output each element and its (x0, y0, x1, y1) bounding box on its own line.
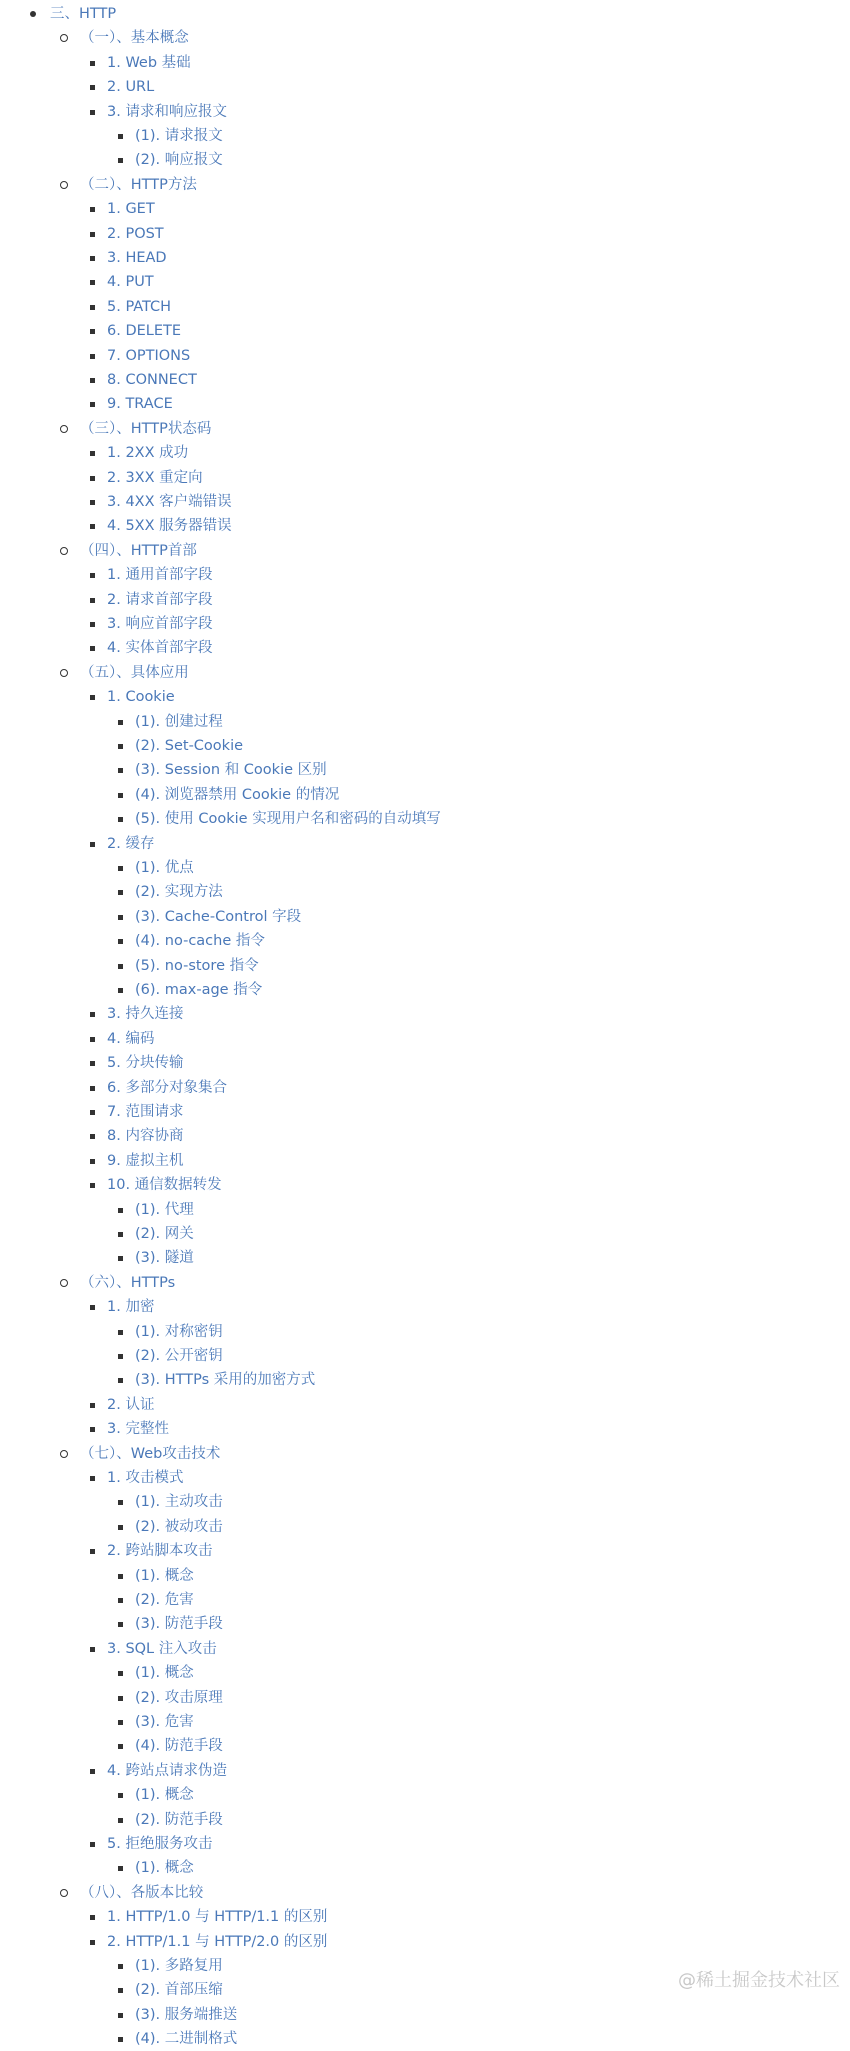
bullet-icon (90, 1915, 95, 1920)
toc-item-level-3 (0, 2027, 850, 2051)
toc-item-level-3 (0, 1588, 850, 1612)
toc-item-level-3 (0, 1783, 850, 1807)
toc-item-level-3 (0, 758, 850, 782)
toc-item-level-2 (0, 319, 850, 343)
toc-link[interactable]: (3). Session 和 Cookie 区别 (135, 762, 327, 779)
toc-item-level-2 (0, 1637, 850, 1661)
toc-item-level-3 (0, 734, 850, 758)
toc-item-level-2 (0, 832, 850, 856)
toc-link[interactable]: 2. HTTP/1.1 与 HTTP/2.0 的区别 (107, 1933, 328, 1950)
bullet-icon (90, 1403, 95, 1408)
toc-link[interactable]: 3. HEAD (107, 250, 167, 266)
bullet-icon (60, 181, 68, 189)
bullet-icon (118, 988, 123, 993)
bullet-icon (90, 1061, 95, 1066)
toc-link[interactable]: (2). 首部压缩 (135, 1982, 223, 1999)
toc-link[interactable]: 1. 攻击模式 (107, 1470, 184, 1486)
bullet-icon (118, 1988, 123, 1993)
toc-link[interactable]: (1). 主动攻击 (135, 1494, 223, 1511)
toc-item-level-3 (0, 710, 850, 734)
toc-link[interactable]: (1). 优点 (135, 860, 194, 876)
bullet-icon (90, 476, 95, 481)
bullet-icon (118, 134, 123, 139)
toc-link[interactable]: （六）、HTTPs (80, 1274, 176, 1291)
toc-item-level-3 (0, 905, 850, 929)
toc-item-level-3 (0, 1368, 850, 1392)
toc-link[interactable]: (1). 代理 (135, 1201, 194, 1218)
bullet-icon (60, 34, 68, 42)
toc-item-level-2 (0, 1149, 850, 1173)
toc-link[interactable]: (4). no-cache 指令 (135, 933, 265, 950)
toc-item-level-2 (0, 1417, 850, 1441)
toc-item-level-3 (0, 880, 850, 904)
toc-item-level-3 (0, 978, 850, 1002)
bullet-icon (118, 1500, 123, 1505)
toc-link[interactable]: 3. 响应首部字段 (107, 616, 213, 632)
bullet-icon (90, 622, 95, 627)
toc-link[interactable]: 1. 通用首部字段 (107, 567, 213, 584)
toc-item-level-3 (0, 807, 850, 831)
bullet-icon (118, 158, 123, 163)
toc-link[interactable]: (2). Set-Cookie (135, 738, 244, 754)
bullet-icon (118, 793, 123, 798)
bullet-icon (90, 1427, 95, 1432)
toc-link[interactable]: (1). 概念 (135, 1860, 194, 1877)
toc-link[interactable]: 三、HTTP (50, 6, 117, 22)
bullet-icon (118, 1574, 123, 1579)
bullet-icon (118, 1330, 123, 1335)
toc-link[interactable]: 4. 实体首部字段 (107, 640, 213, 657)
toc-link[interactable]: （五）、具体应用 (80, 664, 189, 681)
bullet-icon (118, 817, 123, 822)
toc-link[interactable]: 1. Web 基础 (107, 54, 191, 71)
toc-link[interactable]: (5). no-store 指令 (135, 957, 259, 974)
toc-item-level-3 (0, 1490, 850, 1514)
toc-link[interactable]: 2. 3XX 重定向 (107, 469, 203, 486)
bullet-icon (118, 1256, 123, 1261)
bullet-icon (118, 720, 123, 725)
toc-item-level-2 (0, 270, 850, 294)
bullet-icon (90, 378, 95, 383)
bullet-icon (118, 1671, 123, 1676)
toc-item-level-3 (0, 148, 850, 172)
toc-link[interactable]: 1. Cookie (107, 689, 175, 706)
bullet-icon (90, 1037, 95, 1042)
toc-item-level-1 (0, 1442, 850, 1466)
toc-item-level-2 (0, 1051, 850, 1075)
toc-link[interactable]: 7. 范围请求 (107, 1104, 184, 1120)
bullet-icon (90, 1476, 95, 1481)
toc-item-level-2 (0, 1539, 850, 1563)
toc-link[interactable]: (2). 网关 (135, 1226, 194, 1242)
bullet-icon (60, 669, 68, 677)
bullet-icon (90, 329, 95, 334)
bullet-icon (90, 1940, 95, 1945)
toc-item-level-1 (0, 1271, 850, 1295)
toc-link[interactable]: （二）、HTTP方法 (80, 176, 197, 193)
toc-item-level-2 (0, 1295, 850, 1319)
toc-item-level-3 (0, 954, 850, 978)
bullet-icon (90, 1012, 95, 1017)
toc-link[interactable]: (2). 公开密钥 (135, 1348, 223, 1364)
toc-item-level-1 (0, 661, 850, 685)
toc-item-level-2 (0, 1124, 850, 1148)
toc-link[interactable]: 2. POST (107, 225, 164, 242)
bullet-icon (118, 1525, 123, 1530)
toc-item-level-1 (0, 539, 850, 563)
bullet-icon (118, 964, 123, 969)
bullet-icon (90, 1110, 95, 1115)
toc-item-level-3 (0, 1734, 850, 1758)
toc-item-level-2 (0, 1393, 850, 1417)
toc-link[interactable]: (1). 概念 (135, 1567, 194, 1584)
toc-item-level-2 (0, 612, 850, 636)
toc-link[interactable]: (2). 防范手段 (135, 1811, 223, 1828)
toc-link[interactable]: 2. 缓存 (107, 835, 155, 852)
toc-item-level-3 (0, 1612, 850, 1636)
toc-item-level-2 (0, 344, 850, 368)
toc-link[interactable]: 5. 拒绝服务攻击 (107, 1836, 213, 1852)
bullet-icon (90, 207, 95, 212)
toc-link[interactable]: (1). 多路复用 (135, 1958, 223, 1974)
toc-link[interactable]: (1). 概念 (135, 1787, 194, 1804)
toc-item-level-2 (0, 685, 850, 709)
bullet-icon (118, 1622, 123, 1627)
toc-item-level-2 (0, 441, 850, 465)
toc-link[interactable]: 5. PATCH (107, 298, 172, 315)
bullet-icon (118, 2013, 123, 2018)
bullet-icon (118, 1598, 123, 1603)
toc-link[interactable]: (2). 响应报文 (135, 152, 223, 169)
bullet-icon (90, 61, 95, 66)
toc-item-level-2 (0, 197, 850, 221)
bullet-icon (118, 744, 123, 749)
toc-link[interactable]: 3. SQL 注入攻击 (107, 1640, 217, 1657)
bullet-icon (90, 646, 95, 651)
toc-item-level-2 (0, 514, 850, 538)
toc-link[interactable]: (1). 请求报文 (135, 128, 223, 144)
bullet-icon (118, 866, 123, 871)
bullet-icon (90, 256, 95, 261)
bullet-icon (118, 1378, 123, 1383)
toc-link[interactable]: （三）、HTTP状态码 (80, 420, 212, 437)
bullet-icon (60, 547, 68, 555)
toc-item-level-2 (0, 51, 850, 75)
toc-item-level-3 (0, 1661, 850, 1685)
toc-item-level-2 (0, 490, 850, 514)
toc-link[interactable]: 3. 4XX 客户端错误 (107, 494, 232, 510)
bullet-icon (118, 2037, 123, 2042)
toc-item-level-1 (0, 26, 850, 50)
toc-link[interactable]: (2). 被动攻击 (135, 1518, 223, 1535)
toc-link[interactable]: （四）、HTTP首部 (80, 542, 197, 559)
bullet-icon (118, 768, 123, 773)
toc-link[interactable]: 2. 跨站脚本攻击 (107, 1543, 213, 1560)
toc-link[interactable]: 10. 通信数据转发 (107, 1177, 222, 1194)
toc-item-level-3 (0, 2003, 850, 2027)
toc-item-level-3 (0, 856, 850, 880)
toc-link[interactable]: (1). 创建过程 (135, 713, 223, 730)
bullet-icon (90, 1134, 95, 1139)
toc-link[interactable]: (3). 服务端推送 (135, 2006, 238, 2023)
bullet-icon (118, 1354, 123, 1359)
toc-link[interactable]: 4. PUT (107, 274, 154, 291)
toc-item-level-3 (0, 1564, 850, 1588)
bullet-icon (90, 232, 95, 237)
toc-link[interactable]: (2). 实现方法 (135, 884, 223, 901)
toc-item-level-2 (0, 100, 850, 124)
bullet-icon (90, 402, 95, 407)
bullet-icon (90, 598, 95, 603)
bullet-icon (118, 1793, 123, 1798)
toc-item-level-3 (0, 1246, 850, 1270)
toc-item-level-2 (0, 75, 850, 99)
bullet-icon (60, 1450, 68, 1458)
toc-link[interactable]: (5). 使用 Cookie 实现用户名和密码的自动填写 (135, 811, 441, 828)
toc-link[interactable]: 3. 持久连接 (107, 1006, 184, 1023)
toc-link[interactable]: （一）、基本概念 (80, 30, 189, 47)
toc-link[interactable]: (4). 二进制格式 (135, 2031, 238, 2048)
toc-item-level-3 (0, 1198, 850, 1222)
toc-link[interactable]: 2. 请求首部字段 (107, 591, 213, 608)
toc-item-level-3 (0, 1856, 850, 1880)
toc-link[interactable]: 8. 内容协商 (107, 1128, 184, 1145)
toc-link[interactable]: 2. URL (107, 79, 155, 96)
toc-link[interactable]: 6. 多部分对象集合 (107, 1079, 227, 1096)
toc-item-level-2 (0, 1027, 850, 1051)
bullet-icon (90, 1183, 95, 1188)
toc-item-level-2 (0, 1173, 850, 1197)
bullet-icon (118, 939, 123, 944)
toc-link[interactable]: （七）、Web攻击技术 (80, 1445, 221, 1462)
bullet-icon (90, 1086, 95, 1091)
toc-item-level-2 (0, 1466, 850, 1490)
toc-item-level-3 (0, 1222, 850, 1246)
bullet-icon (90, 1842, 95, 1847)
bullet-icon (90, 695, 95, 700)
toc-link[interactable]: (3). HTTPs 采用的加密方式 (135, 1372, 316, 1389)
toc-link[interactable]: (3). 防范手段 (135, 1616, 223, 1633)
toc-link[interactable]: 4. 5XX 服务器错误 (107, 518, 232, 535)
toc-link[interactable]: (2). 危害 (135, 1592, 194, 1608)
toc-item-level-3 (0, 1344, 850, 1368)
toc-link[interactable]: 8. CONNECT (107, 372, 197, 388)
toc-link[interactable]: (1). 对称密钥 (135, 1323, 223, 1340)
toc-item-level-2 (0, 1076, 850, 1100)
toc-link[interactable]: 7. OPTIONS (107, 347, 191, 364)
toc-item-level-2 (0, 222, 850, 246)
toc-link[interactable]: 4. 跨站点请求伪造 (107, 1762, 227, 1779)
bullet-icon (90, 451, 95, 456)
toc-link[interactable]: 1. HTTP/1.0 与 HTTP/1.1 的区别 (107, 1909, 328, 1926)
toc-item-level-1 (0, 173, 850, 197)
toc-item-level-2 (0, 563, 850, 587)
bullet-icon (90, 842, 95, 847)
toc-link[interactable]: 4. 编码 (107, 1030, 155, 1047)
toc-item-level-3 (0, 1686, 850, 1710)
toc-item-level-3 (0, 1515, 850, 1539)
toc-link[interactable]: 9. 虚拟主机 (107, 1152, 184, 1169)
toc-item-level-1 (0, 417, 850, 441)
toc-item-level-2 (0, 466, 850, 490)
bullet-icon (118, 1696, 123, 1701)
bullet-icon (118, 1232, 123, 1237)
toc-link[interactable]: 6. DELETE (107, 323, 182, 340)
bullet-icon (90, 500, 95, 505)
toc-item-level-0 (0, 2, 850, 26)
toc-item-level-1 (0, 1881, 850, 1905)
toc-item-level-3 (0, 783, 850, 807)
toc-item-level-3 (0, 1808, 850, 1832)
bullet-icon (90, 1549, 95, 1554)
toc-link[interactable]: 2. 认证 (107, 1396, 155, 1413)
bullet-icon (90, 1159, 95, 1164)
toc-link[interactable]: 1. 2XX 成功 (107, 445, 189, 462)
toc-link[interactable]: 1. 加密 (107, 1299, 155, 1316)
bullet-icon (90, 305, 95, 310)
bullet-icon (90, 280, 95, 285)
bullet-icon (60, 1889, 68, 1897)
bullet-icon (90, 1305, 95, 1310)
toc-link[interactable]: (1). 概念 (135, 1665, 194, 1682)
toc-link[interactable]: （八）、各版本比较 (80, 1884, 204, 1901)
toc-link[interactable]: 3. 请求和响应报文 (107, 103, 227, 120)
bullet-icon (118, 1208, 123, 1213)
toc-link[interactable]: 5. 分块传输 (107, 1055, 184, 1072)
toc-link[interactable]: (4). 浏览器禁用 Cookie 的情况 (135, 786, 340, 803)
bullet-icon (118, 1720, 123, 1725)
toc-item-level-2 (0, 246, 850, 270)
toc-link[interactable]: 1. GET (107, 201, 155, 218)
bullet-icon (90, 354, 95, 359)
toc-item-level-2 (0, 588, 850, 612)
toc-link[interactable]: 9. TRACE (107, 396, 173, 413)
toc-item-level-2 (0, 295, 850, 319)
bullet-icon (118, 1866, 123, 1871)
bullet-icon (90, 110, 95, 115)
bullet-icon (118, 915, 123, 920)
toc-item-level-2 (0, 368, 850, 392)
bullet-icon (118, 1744, 123, 1749)
toc-item-level-2 (0, 636, 850, 660)
bullet-icon (90, 573, 95, 578)
toc-item-level-2 (0, 1905, 850, 1929)
toc-link[interactable]: (3). 隧道 (135, 1250, 194, 1267)
bullet-icon (90, 524, 95, 529)
toc-item-level-2 (0, 1100, 850, 1124)
bullet-icon (90, 1647, 95, 1652)
toc-link[interactable]: (2). 攻击原理 (135, 1689, 223, 1706)
bullet-icon (118, 1818, 123, 1823)
toc-link[interactable]: (6). max-age 指令 (135, 982, 263, 998)
bullet-icon (60, 425, 68, 433)
bullet-icon (30, 11, 36, 17)
bullet-icon (90, 1769, 95, 1774)
toc-item-level-2 (0, 1759, 850, 1783)
toc-item-level-2 (0, 392, 850, 416)
toc-item-level-3 (0, 1320, 850, 1344)
toc-item-level-3 (0, 929, 850, 953)
bullet-icon (90, 85, 95, 90)
toc-link[interactable]: (4). 防范手段 (135, 1738, 223, 1755)
toc-link[interactable]: (3). Cache-Control 字段 (135, 908, 302, 925)
bullet-icon (60, 1279, 68, 1287)
toc-item-level-2 (0, 1002, 850, 1026)
bullet-icon (118, 890, 123, 895)
bullet-icon (118, 1964, 123, 1969)
toc-item-level-3 (0, 1710, 850, 1734)
toc-link[interactable]: (3). 危害 (135, 1714, 194, 1730)
toc-item-level-3 (0, 124, 850, 148)
watermark: @稀土掘金技术社区 (678, 1970, 840, 1991)
toc-item-level-2 (0, 1930, 850, 1954)
toc-item-level-2 (0, 1832, 850, 1856)
toc-link[interactable]: 3. 完整性 (107, 1421, 169, 1438)
